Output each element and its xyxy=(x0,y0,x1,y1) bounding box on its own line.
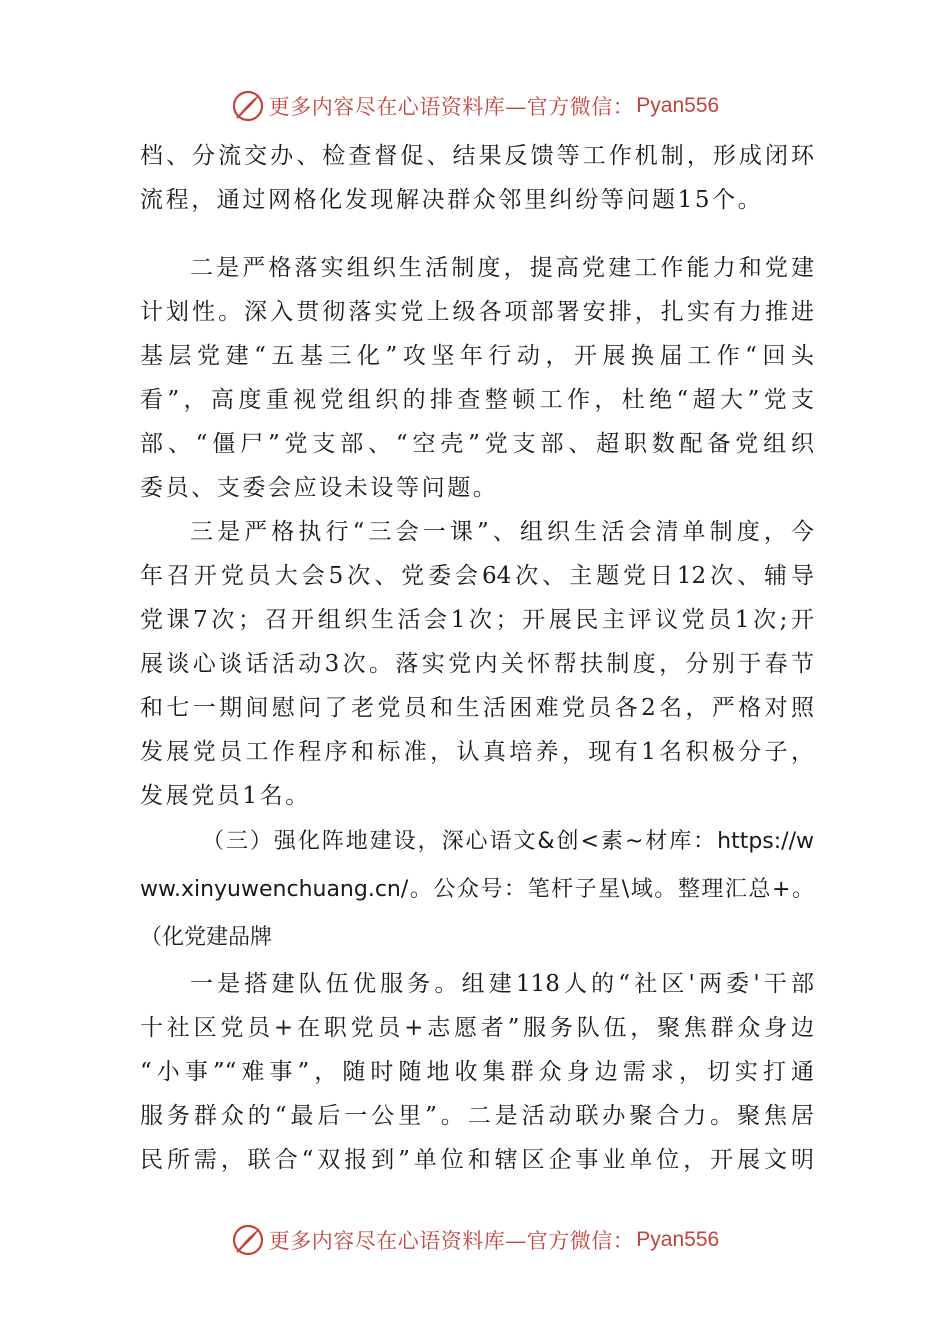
text-line: 档、分流交办、检查督促、结果反馈等工作机制，形成闭环 xyxy=(140,143,814,169)
quill-logo-icon xyxy=(231,1223,265,1257)
paragraph-1 xyxy=(140,134,814,222)
text-line: 民所需，联合“双报到”单位和辖区企事业单位，开展文明 xyxy=(140,1147,814,1173)
text-line: 一是搭建队伍优服务。组建118人的“社区'两委'干部 xyxy=(190,971,814,997)
paragraph-3 xyxy=(140,510,814,818)
paragraph-2 xyxy=(140,246,814,510)
heading-line: ww.xinyuwenchuang.cn/。公众号：笔杆子星\域。整理汇总+。 xyxy=(140,877,814,902)
text-line: 计划性。深入贯彻落实党上级各项部署安排，扎实有力推进 xyxy=(140,299,814,325)
section-heading xyxy=(140,818,814,962)
text-line: 委员、支委会应设未设等问题。 xyxy=(140,475,499,501)
footer-watermark-banner xyxy=(0,1218,950,1262)
heading-line: （化党建品牌 xyxy=(140,925,273,950)
text-line: 展谈心谈话活动3次。落实党内关怀帮扶制度，分别于春节 xyxy=(140,651,814,677)
text-line: 党课7次；召开组织生活会1次；开展民主评议党员1次;开 xyxy=(140,607,814,633)
text-line: 发展党员1名。 xyxy=(140,783,311,809)
text-line: 二是严格落实组织生活制度，提高党建工作能力和党建 xyxy=(190,255,814,281)
text-line: 服务群众的“最后一公里”。二是活动联办聚合力。聚焦居 xyxy=(140,1103,814,1129)
document-body xyxy=(140,134,814,1182)
heading-line: （三）强化阵地建设，深心语文&创<素~材库：https://w xyxy=(202,829,814,854)
banner-text: 更多内容尽在心语资料库—官方微信： xyxy=(268,95,635,119)
paragraph-4 xyxy=(140,962,814,1182)
wechat-id: Pyan556 xyxy=(636,1228,720,1251)
text-line: 十社区党员+在职党员+志愿者”服务队伍，聚焦群众身边 xyxy=(140,1015,814,1041)
paragraph-gap xyxy=(140,222,814,246)
text-line: 基层党建“五基三化”攻坚年行动，开展换届工作“回头 xyxy=(140,343,814,369)
text-line: 部、“僵尸”党支部、“空壳”党支部、超职数配备党组织 xyxy=(140,431,814,457)
text-line: 流程，通过网格化发现解决群众邻里纠纷等问题15个。 xyxy=(140,187,764,213)
text-line: 发展党员工作程序和标准，认真培养，现有1名积极分子， xyxy=(140,739,814,765)
text-line: 三是严格执行“三会一课”、组织生活会清单制度，今 xyxy=(190,519,814,545)
quill-logo-icon xyxy=(231,89,265,123)
wechat-id: Pyan556 xyxy=(636,94,720,117)
banner-text: 更多内容尽在心语资料库—官方微信： xyxy=(268,1229,635,1253)
text-line: “小事”“难事”，随时随地收集群众身边需求，切实打通 xyxy=(140,1059,814,1085)
header-watermark-banner xyxy=(0,84,950,128)
text-line: 和七一期间慰问了老党员和生活困难党员各2名，严格对照 xyxy=(140,695,814,721)
text-line: 看”，高度重视党组织的排查整顿工作，杜绝“超大”党支 xyxy=(140,387,814,413)
text-line: 年召开党员大会5次、党委会64次、主题党日12次、辅导 xyxy=(140,563,814,589)
